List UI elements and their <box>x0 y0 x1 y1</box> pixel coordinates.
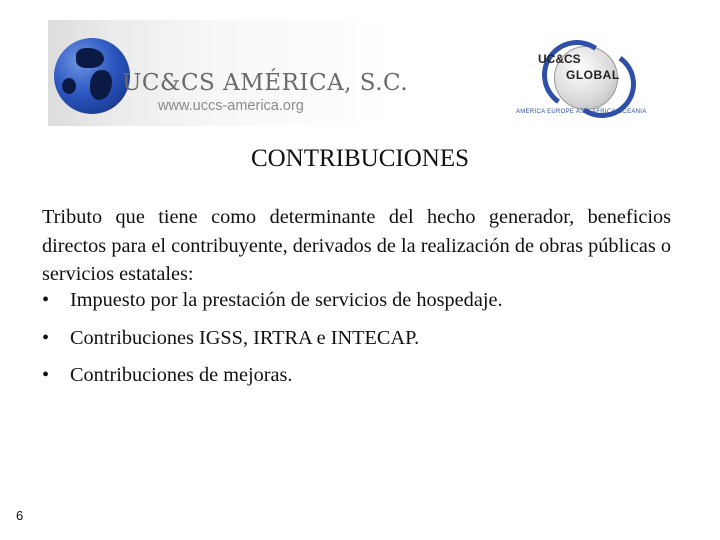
global-logo-top-text: UC&CS <box>538 52 581 66</box>
company-logo-banner <box>48 20 409 126</box>
slide-paragraph: Tributo que tiene como determinante del hecho generador, beneficios directos para el contribuyente, derivados de la realización de obras públicas o servicios estatales: <box>42 206 671 285</box>
globe-icon <box>54 38 130 114</box>
list-item-text: Contribuciones de mejoras. <box>70 364 293 386</box>
list-item <box>42 324 682 353</box>
list-item <box>42 286 682 315</box>
global-logo-global-text: GLOBAL <box>566 68 620 82</box>
list-item <box>42 361 682 390</box>
uccs-global-logo <box>516 36 656 120</box>
page-number: 6 <box>16 508 24 523</box>
bullet-icon: • <box>42 326 50 349</box>
list-item-text: Contribuciones IGSS, IRTRA e INTECAP. <box>70 326 420 349</box>
slide-title: CONTRIBUCIONES <box>250 145 470 172</box>
list-item-text: Impuesto por la prestación de servicios de hospedaje. <box>70 289 503 311</box>
global-logo-regions: AMERICA EUROPE ASIA AFRICA OCEANIA <box>516 109 647 115</box>
bullet-icon: • <box>42 289 50 311</box>
company-name: UC&CS AMÉRICA, S.C. <box>122 70 409 96</box>
company-url: www.uccs-america.org <box>158 98 304 114</box>
bullet-icon: • <box>42 364 50 386</box>
bullet-list <box>42 286 682 399</box>
